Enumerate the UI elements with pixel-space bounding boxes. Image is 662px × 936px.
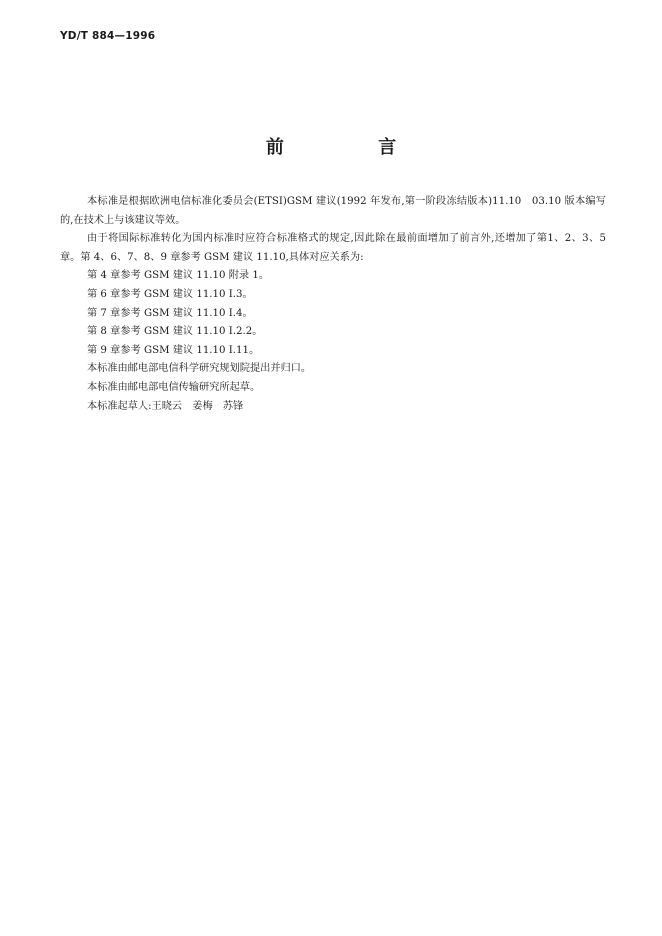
mapping-line-chapter-6: 第 6 章参考 GSM 建议 11.10 Ⅰ.3。 bbox=[87, 288, 253, 300]
mapping-line-chapter-7: 第 7 章参考 GSM 建议 11.10 Ⅰ.4。 bbox=[87, 307, 253, 319]
foreword-body bbox=[60, 193, 606, 416]
mapping-line-chapter-8: 第 8 章参考 GSM 建议 11.10 Ⅰ.2.2。 bbox=[87, 326, 263, 338]
mapping-line-chapter-9: 第 9 章参考 GSM 建议 11.10 Ⅰ.11。 bbox=[87, 344, 260, 356]
paragraph-basis: 本标准是根据欧洲电信标准化委员会(ETSI)GSM 建议(1992 年发布,第一阶段冻结版本)11.10 03.10 版本编写的,在技术上与该建议等效。 bbox=[60, 196, 606, 226]
proposer-line: 本标准由邮电部电信科学研究规划院提出并归口。 bbox=[87, 363, 312, 375]
paragraph-conversion: 由于将国际标准转化为国内标准时应符合标准格式的规定,因此除在最前面增加了前言外,还增加了第1、2、3、5 章。第 4、6、7、8、9 章参考 GSM 建议 11.10,具体对应关系为: bbox=[60, 233, 606, 263]
page-title: 前 言 bbox=[265, 137, 441, 158]
drafting-unit-line: 本标准由邮电部电信传输研究所起草。 bbox=[87, 381, 261, 393]
drafters-line: 本标准起草人:王晓云 姜梅 苏锋 bbox=[87, 400, 244, 412]
document-code: YD/T 884—1996 bbox=[60, 30, 156, 42]
mapping-line-chapter-4: 第 4 章参考 GSM 建议 11.10 附录 1。 bbox=[87, 270, 270, 282]
